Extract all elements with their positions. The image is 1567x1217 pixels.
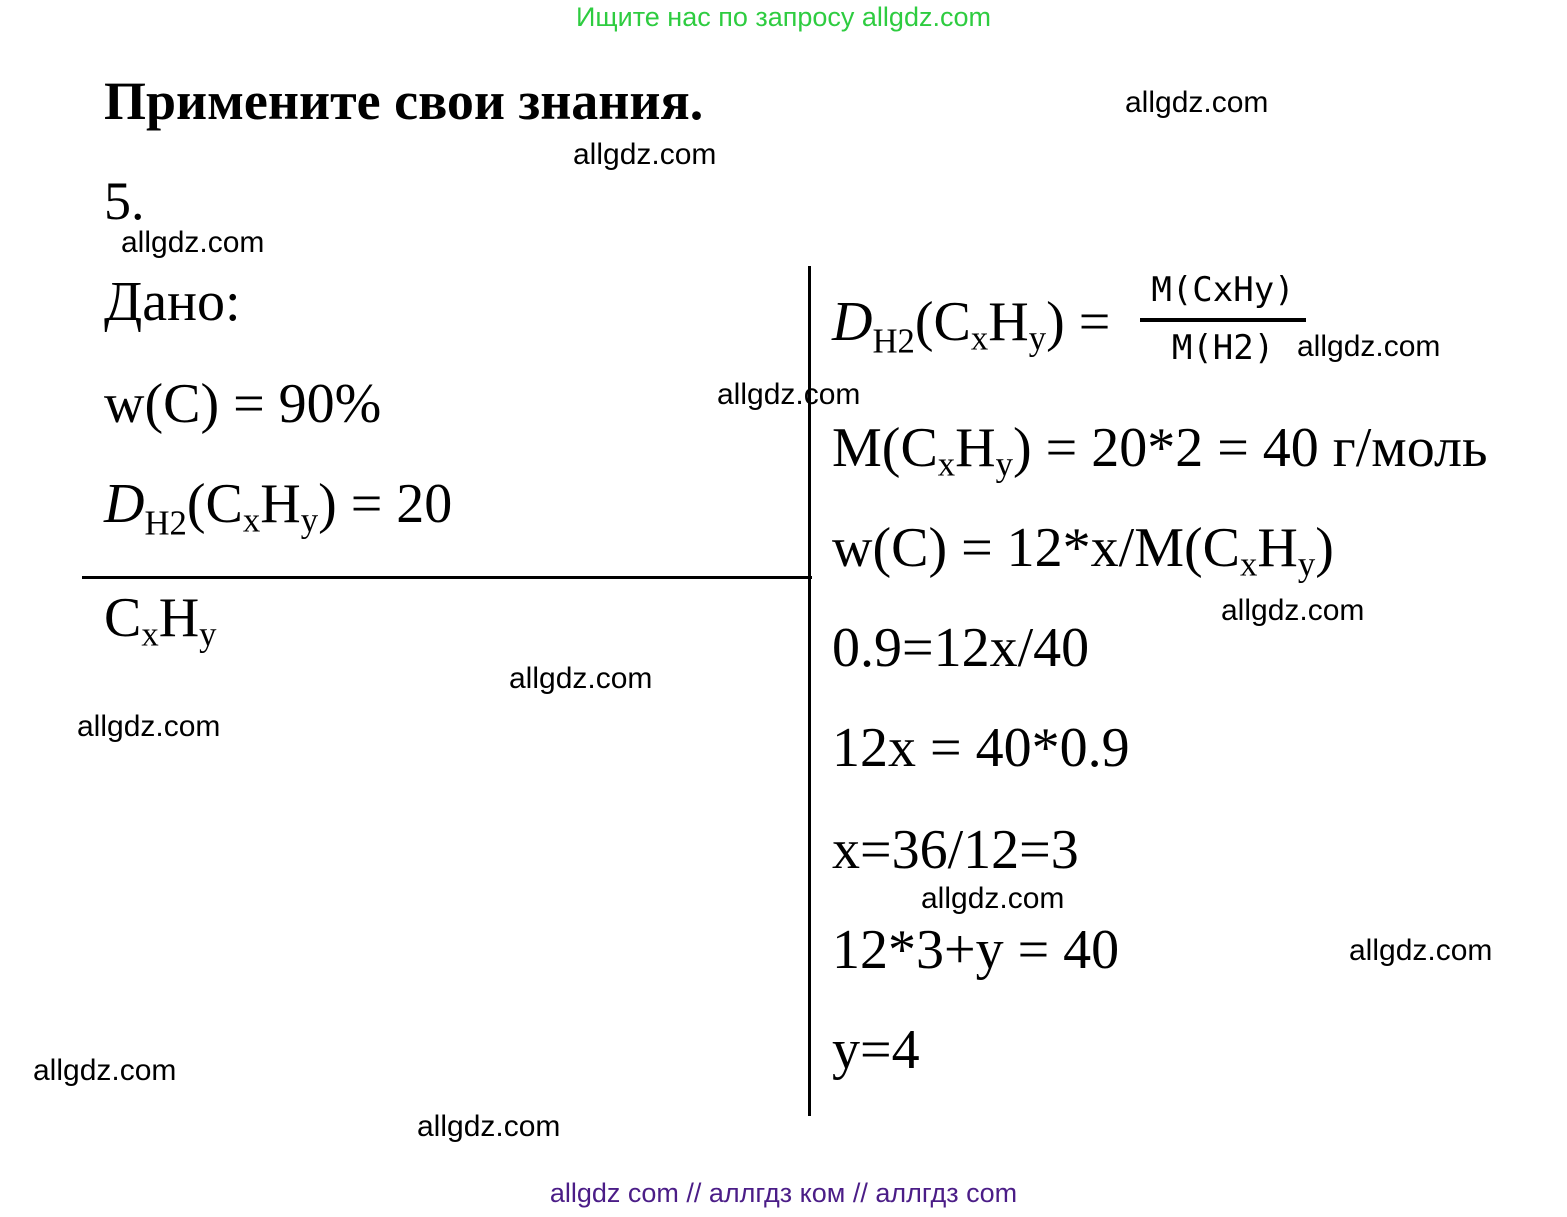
- solution-step-8: y=4: [832, 1019, 920, 1081]
- fraction-numerator: M(CxHy): [1151, 270, 1295, 310]
- solution-step-7: 12*3+y = 40: [832, 919, 1120, 981]
- d-subscript: H2: [144, 503, 187, 543]
- watermark: allgdz.com: [1125, 86, 1269, 119]
- page-title: Примените свои знания.: [104, 71, 704, 131]
- subscript-y: y: [300, 500, 319, 540]
- solution-density-formula: $D_{H2}(C_xH_y)$ =: [832, 291, 1111, 361]
- watermark: allgdz.com: [509, 662, 653, 695]
- task-number: 5.: [104, 171, 145, 231]
- watermark: allgdz.com: [573, 138, 717, 171]
- subscript-x: x: [242, 500, 261, 540]
- fraction-denominator: M(H2): [1171, 328, 1275, 368]
- top-banner[interactable]: Ищите нас по запросу allgdz.com: [576, 2, 991, 32]
- solution-step-4: 0.9=12x/40: [832, 617, 1090, 679]
- given-divider: [82, 576, 812, 579]
- watermark: allgdz.com: [921, 882, 1065, 915]
- solution-step-6: x=36/12=3: [832, 819, 1079, 881]
- formula-open: (C: [186, 473, 243, 535]
- watermark: allgdz.com: [121, 226, 265, 259]
- solution-step-5: 12x = 40*0.9: [832, 717, 1130, 779]
- find-formula: $C_xH_y$: [104, 587, 217, 654]
- watermark: allgdz.com: [1297, 330, 1441, 363]
- watermark: allgdz.com: [1221, 594, 1365, 627]
- watermark: allgdz.com: [417, 1110, 561, 1143]
- solution-molar-mass: $M(C_xH_y) = 20*2 = 40$ г/моль: [832, 417, 1488, 484]
- d-symbol: D: [104, 473, 145, 535]
- watermark: allgdz.com: [1349, 934, 1493, 967]
- footer-links[interactable]: allgdz com // аллгдз ком // аллгдз com: [549, 1178, 1018, 1208]
- watermark: allgdz.com: [77, 710, 221, 743]
- given-mass-fraction: w(C) = 90%: [104, 373, 382, 435]
- given-relative-density: [104, 472, 452, 543]
- solution-mass-fraction-formula: $w(C) = 12*x/M(C_xH_y)$: [832, 517, 1334, 584]
- fraction-bar: [1140, 318, 1306, 322]
- given-heading: Дано:: [104, 271, 241, 333]
- watermark: allgdz.com: [717, 378, 861, 411]
- formula-tail: ) = 20: [318, 473, 453, 535]
- formula-h: H: [260, 473, 301, 535]
- watermark: allgdz.com: [33, 1054, 177, 1087]
